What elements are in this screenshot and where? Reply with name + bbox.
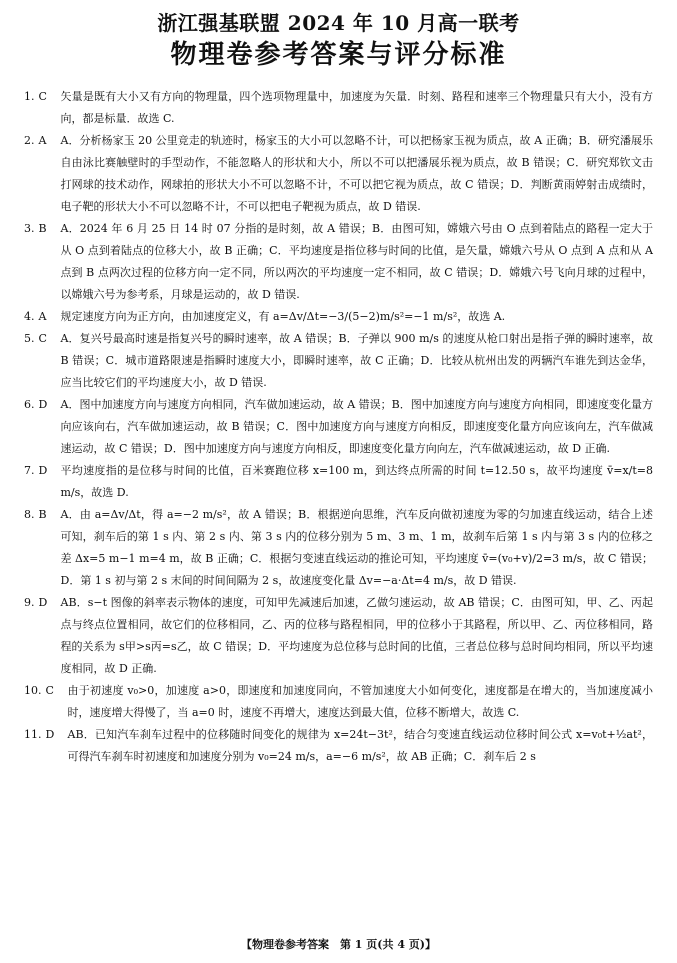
item-answer: C bbox=[38, 90, 47, 103]
item-answer: C bbox=[38, 332, 47, 345]
item-explanation: A．由 a=Δv/Δt，得 a=−2 m/s²，故 A 错误；B．根据逆向思维，汽车反向做初速度为零的匀加速直线运动，结合上述可知，刹车后的第 1 s 内、第 2 s 内、第 3 s 内的位移分别为 5 m、3 m、1 m，故刹车后第 1 s 内与第 3 s 内的位移之差 Δx=5 m−1 m=4 m，故 B 正确；C．根据匀变速直线运动的推论可知，平均速度 v̄=(v₀+v)/2=3 m/s，故 C 错误；D．第 1 s 初与第 2 s 末间的时间间隔为 2 s，故速度变化量 Δv=−a·Δt=4 m/s，故 D 错误. bbox=[60, 508, 653, 587]
item-explanation: AB．s−t 图像的斜率表示物体的速度，可知甲先减速后加速，乙做匀速运动，故 AB 错误；C．由图可知，甲、乙、丙起点与终点位置相同，故它们的位移相同，乙、丙的位移与路程相同，甲的位移小于其路程，所以甲、乙、丙位移相同，路程的关系为 s甲>s丙=s乙，故 C 错误；D．平均速度为总位移与总时间的比值，三者总位移与总时间均相同，所以平均速度相同，故 D 正确. bbox=[60, 596, 653, 675]
item-number: 3. bbox=[24, 222, 35, 235]
item-answer: D bbox=[38, 398, 48, 411]
item-number: 7. bbox=[24, 464, 35, 477]
item-explanation: 矢量是既有大小又有方向的物理量，四个选项物理量中，加速度为矢量．时刻、路程和速率三个物理量只有大小，没有方向，都是标量．故选 C. bbox=[60, 90, 653, 125]
page-footer: 【物理卷参考答案 第 1 页(共 4 页)】 bbox=[240, 938, 437, 951]
item-answer: A bbox=[38, 310, 47, 323]
item-number: 11. bbox=[24, 728, 42, 741]
item-answer: B bbox=[38, 508, 47, 521]
item-explanation: A．图中加速度方向与速度方向相同，汽车做加速运动，故 A 错误；B．图中加速度方向与速度方向相同，即速度变化量方向应该向右，汽车做加速运动，故 B 错误；C．图中加速度方向与速度方向相反，即速度变化量方向应该向左，汽车做减速运动，故 C 错误；D．图中加速度方向与速度方向相反，即速度变化量方向向左，汽车做减速运动，故 D 正确. bbox=[60, 398, 653, 455]
item-explanation: 平均速度指的是位移与时间的比值，百米赛跑位移 x=100 m，到达终点所需的时间 t=12.50 s，故平均速度 v̄=x/t=8 m/s，故选 D. bbox=[60, 464, 653, 499]
page-title: 浙江强基联盟 2024 年 10 月高一联考 bbox=[157, 11, 520, 35]
item-answer: D bbox=[38, 596, 48, 609]
answer-item-2 bbox=[24, 130, 653, 218]
item-answer: B bbox=[38, 222, 47, 235]
item-number: 8. bbox=[24, 508, 35, 521]
item-number: 1. bbox=[24, 90, 35, 103]
item-answer: D bbox=[45, 728, 55, 741]
item-answer: D bbox=[38, 464, 48, 477]
answer-item-6 bbox=[24, 394, 653, 460]
answer-item-7 bbox=[24, 460, 653, 504]
item-explanation: A．分析杨家玉 20 公里竞走的轨迹时，杨家玉的大小可以忽略不计，可以把杨家玉视为质点，故 A 正确；B．研究潘展乐自由泳比赛触壁时的手型动作，不能忽略人的形状和大小，所以不可以把潘展乐视为质点，故 B 错误；C．研究郑钦文击打网球的技术动作，网球拍的形状大小不可以忽略不计，不可以把它视为质点，故 C 错误；D．判断黄雨婷射击成绩时，电子靶的形状大小不可以忽略不计，不可以把电子靶视为质点，故 D 错误. bbox=[60, 134, 653, 213]
item-number: 4. bbox=[24, 310, 35, 323]
item-explanation: AB．已知汽车刹车过程中的位移随时间变化的规律为 x=24t−3t²，结合匀变速直线运动位移时间公式 x=v₀t+½at²，可得汽车刹车时初速度和加速度分别为 v₀=24 m/s，a=−6 m/s²，故 AB 正确；C．刹车后 2 s bbox=[67, 728, 653, 763]
item-explanation: A．复兴号最高时速是指复兴号的瞬时速率，故 A 错误；B．子弹以 900 m/s 的速度从枪口射出是指子弹的瞬时速率，故 B 错误；C．城市道路限速是指瞬时速度大小，即瞬时速率，故 C 正确；D．比较从杭州出发的两辆汽车谁先到达金华，应当比较它们的平均速度大小，故 D 错误. bbox=[60, 332, 653, 389]
answer-item-10 bbox=[24, 680, 653, 724]
answer-list bbox=[24, 86, 653, 768]
item-number: 2. bbox=[24, 134, 35, 147]
page-subtitle: 物理卷参考答案与评分标准 bbox=[170, 40, 507, 70]
answer-item-4 bbox=[24, 306, 653, 328]
item-explanation: 由于初速度 v₀>0，加速度 a>0，即速度和加速度同向，不管加速度大小如何变化，速度都是在增大的，当加速度减小时，速度增大得慢了，当 a=0 时，速度不再增大，速度达到最大值，位移不断增大，故选 C. bbox=[67, 684, 653, 719]
answer-item-11 bbox=[24, 724, 653, 768]
item-explanation: 规定速度方向为正方向，由加速度定义，有 a=Δv/Δt=−3/(5−2)m/s²=−1 m/s²，故选 A. bbox=[60, 310, 506, 323]
item-explanation: A．2024 年 6 月 25 日 14 时 07 分指的是时刻，故 A 错误；B．由图可知，嫦娥六号由 O 点到着陆点的路程一定大于从 O 点到着陆点的位移大小，故 B 正确；C．平均速度是指位移与时间的比值，是矢量，嫦娥六号从 O 点到 A 点和从 A 点到 B 点两次过程的位移方向一定不同，所以两次的平均速度一定不相同，故 C 错误；D．嫦娥六号飞向月球的过程中，以嫦娥六号为参考系，月球是运动的，故 D 错误. bbox=[60, 222, 653, 301]
item-number: 10. bbox=[24, 684, 42, 697]
item-number: 9. bbox=[24, 596, 35, 609]
answer-item-1 bbox=[24, 86, 653, 130]
answer-item-5 bbox=[24, 328, 653, 394]
item-number: 6. bbox=[24, 398, 35, 411]
item-answer: A bbox=[38, 134, 47, 147]
item-answer: C bbox=[45, 684, 54, 697]
answer-item-8 bbox=[24, 504, 653, 592]
item-number: 5. bbox=[24, 332, 35, 345]
answer-item-9 bbox=[24, 592, 653, 680]
answer-item-3 bbox=[24, 218, 653, 306]
